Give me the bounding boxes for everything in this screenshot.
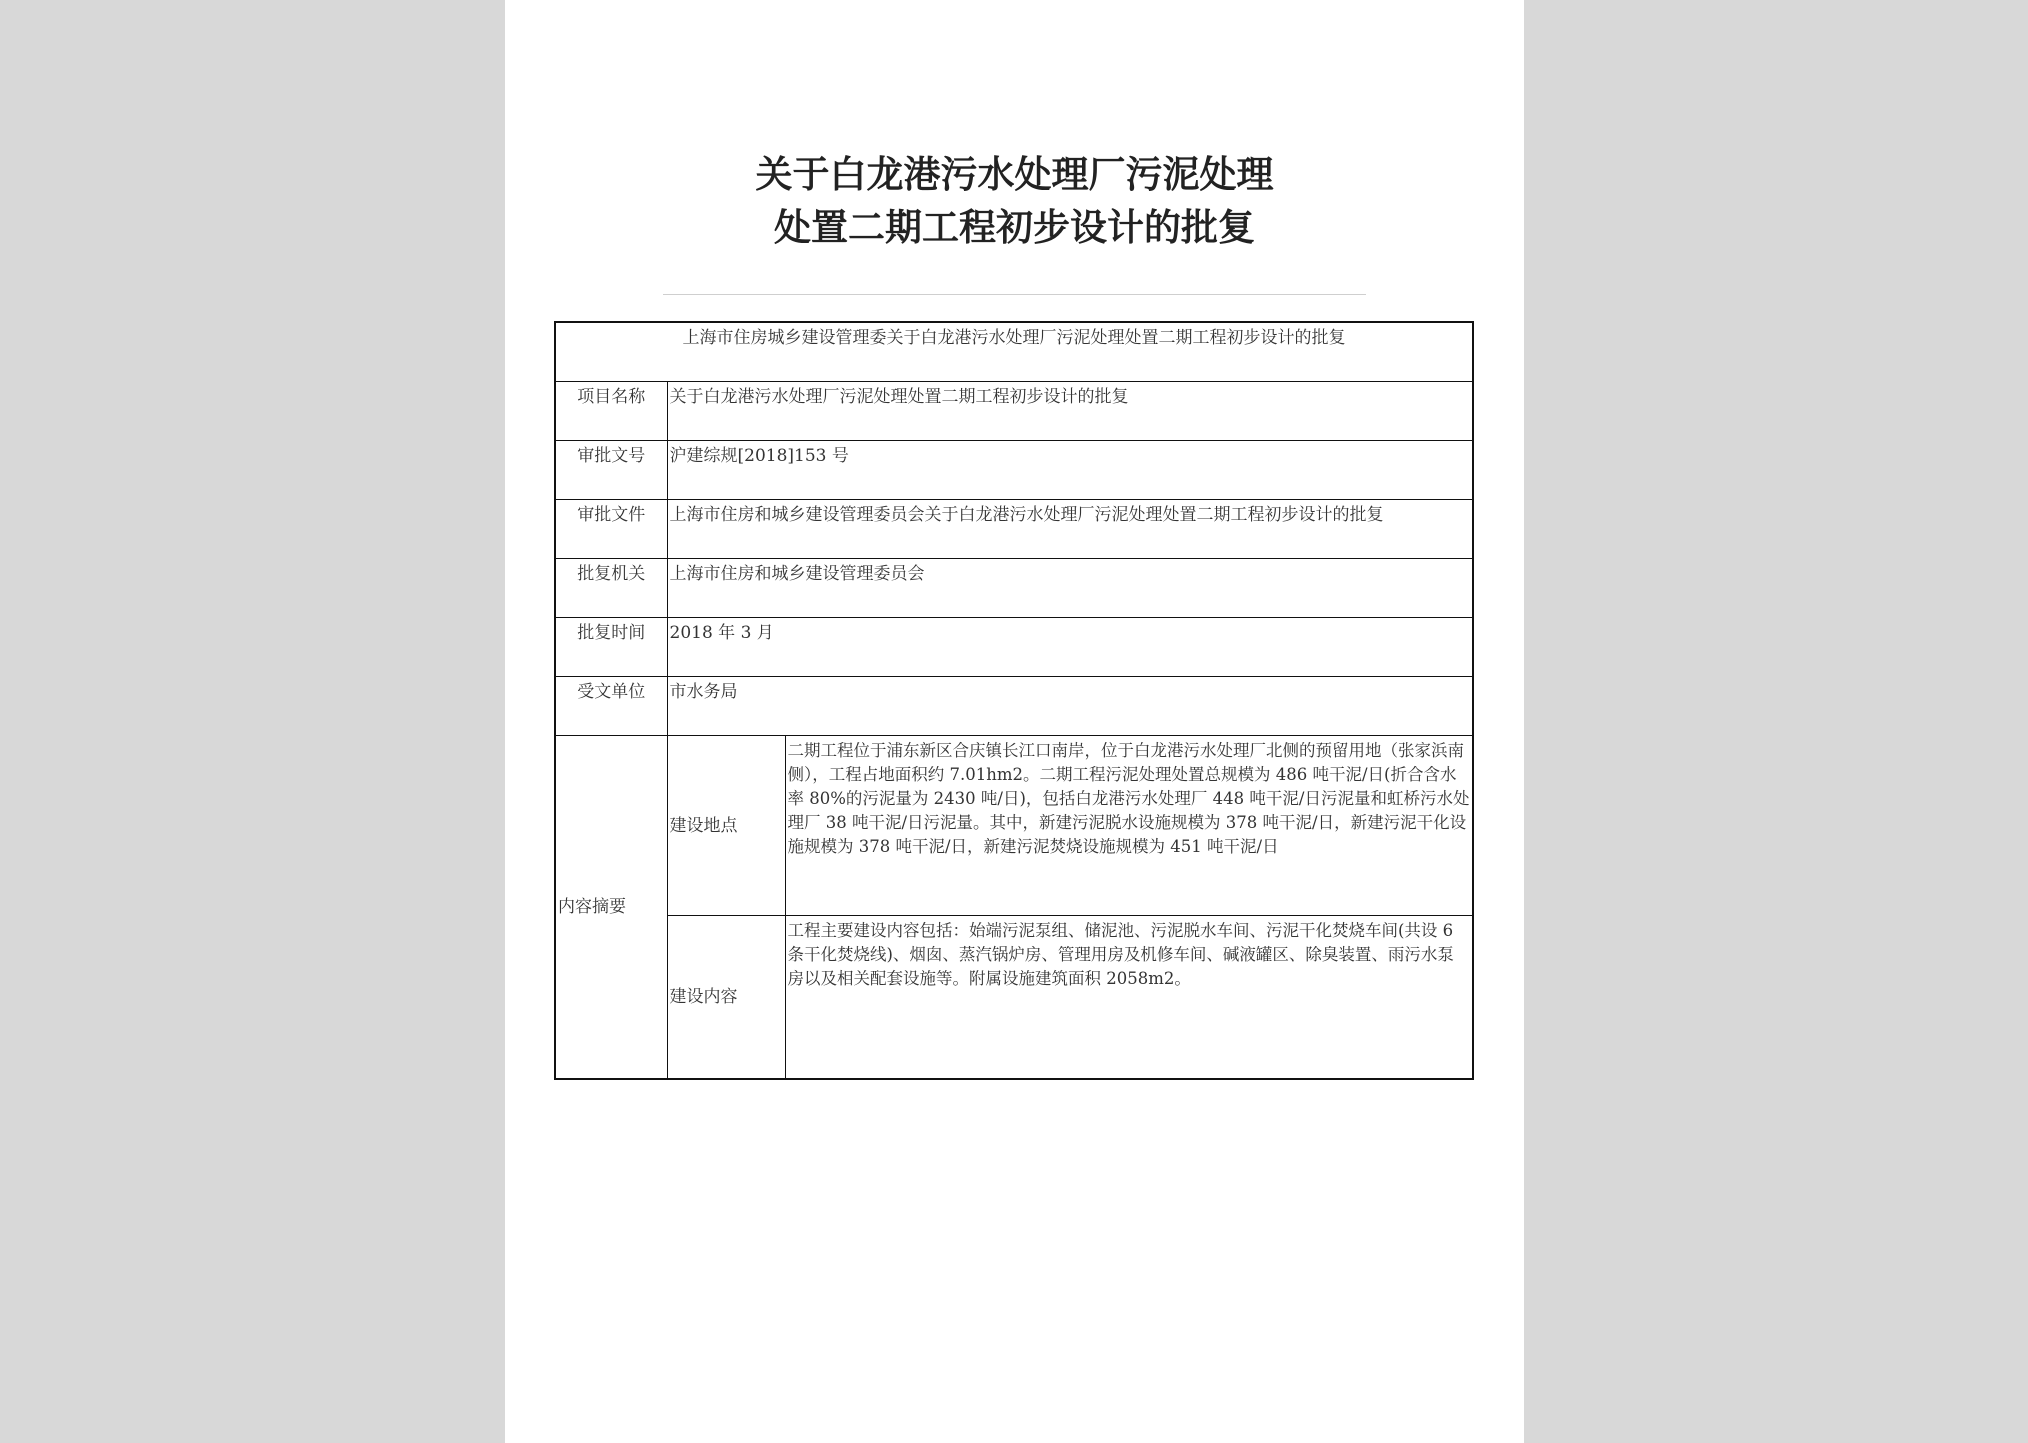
table-row xyxy=(555,559,1473,618)
table-row xyxy=(555,382,1473,441)
title-divider xyxy=(663,294,1366,295)
row-label-approving-authority: 批复机关 xyxy=(555,559,667,618)
row-label-approval-number: 审批文号 xyxy=(555,441,667,500)
table-row xyxy=(555,618,1473,677)
summary-label: 内容摘要 xyxy=(555,736,667,1080)
content-text: 工程主要建设内容包括：始端污泥泵组、储泥池、污泥脱水车间、污泥干化焚烧车间(共设 6 条干化焚烧线)、烟囱、蒸汽锅炉房、管理用房及机修车间、碱液罐区、除臭装置、雨污水泵房以及相关配套设施等。附属设施建筑面积 2058m2。 xyxy=(785,916,1473,1080)
document-page xyxy=(505,0,1524,1443)
row-value-approval-date: 2018 年 3 月 xyxy=(667,618,1473,677)
document-title xyxy=(505,148,1524,254)
row-value-recipient: 市水务局 xyxy=(667,677,1473,736)
location-text: 二期工程位于浦东新区合庆镇长江口南岸，位于白龙港污水处理厂北侧的预留用地（张家浜南侧），工程占地面积约 7.01hm2。二期工程污泥处理处置总规模为 486 吨干泥/日(折合含水率 80%的污泥量为 2430 吨/日)，包括白龙港污水处理厂 448 吨干泥/日污泥量和虹桥污水处理厂 38 吨干泥/日污泥量。其中，新建污泥脱水设施规模为 378 吨干泥/日，新建污泥干化设施规模为 378 吨干泥/日，新建污泥焚烧设施规模为 451 吨干泥/日 xyxy=(785,736,1473,916)
row-value-project-name: 关于白龙港污水处理厂污泥处理处置二期工程初步设计的批复 xyxy=(667,382,1473,441)
row-label-approval-date: 批复时间 xyxy=(555,618,667,677)
title-line-2: 处置二期工程初步设计的批复 xyxy=(774,206,1255,249)
row-value-approving-authority: 上海市住房和城乡建设管理委员会 xyxy=(667,559,1473,618)
table-row xyxy=(555,441,1473,500)
row-label-recipient: 受文单位 xyxy=(555,677,667,736)
location-label: 建设地点 xyxy=(667,736,785,916)
table-header: 上海市住房城乡建设管理委关于白龙港污水处理厂污泥处理处置二期工程初步设计的批复 xyxy=(555,322,1473,382)
row-value-approval-document: 上海市住房和城乡建设管理委员会关于白龙港污水处理厂污泥处理处置二期工程初步设计的批复 xyxy=(667,500,1473,559)
row-value-approval-number: 沪建综规[2018]153 号 xyxy=(667,441,1473,500)
table-header-row xyxy=(555,322,1473,382)
summary-row-content xyxy=(555,916,1473,1080)
table-row xyxy=(555,677,1473,736)
table-row xyxy=(555,500,1473,559)
approval-info-table xyxy=(554,321,1474,1080)
content-label: 建设内容 xyxy=(667,916,785,1080)
row-label-approval-document: 审批文件 xyxy=(555,500,667,559)
title-line-1: 关于白龙港污水处理厂污泥处理 xyxy=(755,153,1274,196)
row-label-project-name: 项目名称 xyxy=(555,382,667,441)
summary-row-location xyxy=(555,736,1473,916)
